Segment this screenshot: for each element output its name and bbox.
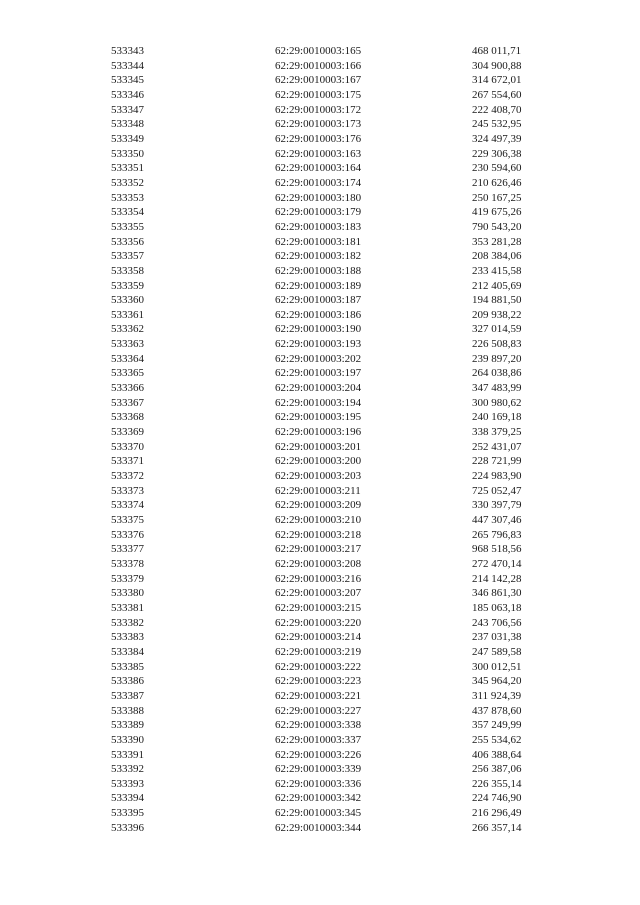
cadastral-value: 265 796,83	[472, 528, 522, 541]
cadastral-number: 62:29:0010003:200	[275, 455, 362, 468]
cadastral-value: 224 983,90	[472, 470, 522, 483]
cadastral-number: 62:29:0010003:166	[275, 59, 362, 72]
row-number: 533353	[111, 191, 144, 204]
cadastral-value: 330 397,79	[472, 499, 522, 512]
cadastral-value: 347 483,99	[472, 382, 522, 395]
cadastral-number: 62:29:0010003:216	[275, 572, 362, 585]
cadastral-value: 256 387,06	[472, 763, 522, 776]
table-row	[0, 103, 640, 118]
table-row	[0, 396, 640, 411]
row-number: 533368	[111, 411, 144, 424]
row-number: 533347	[111, 103, 144, 116]
cadastral-number: 62:29:0010003:189	[275, 279, 362, 292]
table-row	[0, 59, 640, 74]
cadastral-value: 267 554,60	[472, 88, 522, 101]
cadastral-value: 230 594,60	[472, 162, 522, 175]
table-row	[0, 147, 640, 162]
table-row	[0, 425, 640, 440]
cadastral-number: 62:29:0010003:227	[275, 704, 362, 717]
cadastral-value: 266 357,14	[472, 821, 522, 834]
row-number: 533390	[111, 733, 144, 746]
table-row	[0, 235, 640, 250]
table-row	[0, 791, 640, 806]
row-number: 533376	[111, 528, 144, 541]
table-row	[0, 337, 640, 352]
table-row	[0, 542, 640, 557]
cadastral-value: 468 011,71	[472, 45, 522, 57]
row-number: 533373	[111, 484, 144, 497]
cadastral-number: 62:29:0010003:187	[275, 294, 362, 307]
row-number: 533375	[111, 514, 144, 526]
cadastral-number: 62:29:0010003:208	[275, 557, 362, 570]
row-number: 533385	[111, 660, 144, 673]
cadastral-value: 214 142,28	[472, 572, 522, 585]
row-number: 533388	[111, 704, 144, 717]
row-number: 533357	[111, 250, 144, 263]
cadastral-number: 62:29:0010003:215	[275, 601, 362, 614]
table-row	[0, 205, 640, 220]
row-number: 533344	[111, 59, 144, 72]
row-number: 533370	[111, 440, 144, 453]
row-number: 533366	[111, 382, 144, 395]
cadastral-number: 62:29:0010003:344	[275, 821, 362, 834]
cadastral-number: 62:29:0010003:175	[275, 88, 362, 101]
cadastral-value: 345 964,20	[472, 675, 522, 688]
table-row	[0, 88, 640, 103]
row-number: 533364	[111, 352, 144, 365]
table-row	[0, 220, 640, 235]
cadastral-number: 62:29:0010003:211	[275, 484, 361, 497]
row-number: 533351	[111, 162, 144, 175]
row-number: 533395	[111, 807, 144, 820]
table-row	[0, 352, 640, 367]
cadastral-value: 229 306,38	[472, 147, 522, 160]
row-number: 533389	[111, 719, 144, 732]
table-row	[0, 264, 640, 279]
row-number: 533378	[111, 557, 144, 570]
cadastral-value: 419 675,26	[472, 206, 522, 219]
cadastral-number: 62:29:0010003:196	[275, 426, 362, 439]
cadastral-number: 62:29:0010003:193	[275, 338, 362, 351]
cadastral-value: 239 897,20	[472, 352, 522, 365]
cadastral-value: 194 881,50	[472, 294, 522, 307]
cadastral-value: 212 405,69	[472, 279, 522, 292]
table-row	[0, 161, 640, 176]
cadastral-value: 255 534,62	[472, 733, 522, 746]
cadastral-value: 437 878,60	[472, 704, 522, 717]
table-row	[0, 601, 640, 616]
cadastral-number: 62:29:0010003:195	[275, 411, 362, 424]
cadastral-number: 62:29:0010003:220	[275, 616, 362, 629]
table-row	[0, 704, 640, 719]
cadastral-value: 233 415,58	[472, 264, 522, 277]
row-number: 533363	[111, 338, 144, 351]
cadastral-number: 62:29:0010003:337	[275, 733, 362, 746]
cadastral-value: 272 470,14	[472, 557, 522, 570]
cadastral-number: 62:29:0010003:190	[275, 323, 362, 336]
row-number: 533382	[111, 616, 144, 629]
cadastral-value: 300 012,51	[472, 660, 522, 673]
table-row	[0, 279, 640, 294]
row-number: 533374	[111, 499, 144, 512]
cadastral-value: 228 721,99	[472, 455, 522, 468]
cadastral-number: 62:29:0010003:183	[275, 220, 362, 233]
cadastral-number: 62:29:0010003:179	[275, 206, 362, 219]
cadastral-number: 62:29:0010003:202	[275, 352, 362, 365]
cadastral-value: 327 014,59	[472, 323, 522, 336]
cadastral-value: 216 296,49	[472, 807, 522, 820]
cadastral-value: 247 589,58	[472, 645, 522, 658]
table-row	[0, 73, 640, 88]
table-row	[0, 674, 640, 689]
cadastral-number: 62:29:0010003:204	[275, 382, 362, 395]
cadastral-value: 226 355,14	[472, 777, 522, 790]
table-row	[0, 249, 640, 264]
cadastral-value: 226 508,83	[472, 338, 522, 351]
cadastral-number: 62:29:0010003:203	[275, 470, 362, 483]
cadastral-number: 62:29:0010003:338	[275, 719, 362, 732]
row-number: 533346	[111, 88, 144, 101]
row-number: 533372	[111, 470, 144, 483]
cadastral-number: 62:29:0010003:186	[275, 308, 362, 321]
cadastral-number: 62:29:0010003:182	[275, 250, 362, 263]
cadastral-value: 185 063,18	[472, 601, 522, 614]
cadastral-value: 324 497,39	[472, 132, 522, 145]
row-number: 533354	[111, 206, 144, 219]
cadastral-value: 210 626,46	[472, 176, 522, 189]
data-table	[0, 44, 640, 835]
cadastral-number: 62:29:0010003:167	[275, 74, 362, 87]
table-row	[0, 762, 640, 777]
table-row	[0, 748, 640, 763]
cadastral-value: 346 861,30	[472, 587, 522, 600]
table-row	[0, 454, 640, 469]
cadastral-number: 62:29:0010003:173	[275, 118, 362, 131]
cadastral-value: 250 167,25	[472, 191, 522, 204]
table-row	[0, 498, 640, 513]
cadastral-value: 790 543,20	[472, 220, 522, 233]
cadastral-value: 209 938,22	[472, 308, 522, 321]
cadastral-number: 62:29:0010003:226	[275, 748, 362, 761]
cadastral-number: 62:29:0010003:217	[275, 543, 362, 556]
table-row	[0, 308, 640, 323]
table-row	[0, 586, 640, 601]
row-number: 533386	[111, 675, 144, 688]
table-row	[0, 733, 640, 748]
cadastral-value: 304 900,88	[472, 59, 522, 72]
table-row	[0, 440, 640, 455]
row-number: 533365	[111, 367, 144, 380]
cadastral-number: 62:29:0010003:174	[275, 176, 362, 189]
cadastral-value: 243 706,56	[472, 616, 522, 629]
row-number: 533343	[111, 45, 144, 57]
table-row	[0, 513, 640, 528]
cadastral-value: 968 518,56	[472, 543, 522, 556]
table-row	[0, 777, 640, 792]
row-number: 533348	[111, 118, 144, 131]
table-row	[0, 381, 640, 396]
cadastral-value: 252 431,07	[472, 440, 522, 453]
cadastral-number: 62:29:0010003:342	[275, 792, 362, 805]
table-row	[0, 176, 640, 191]
row-number: 533361	[111, 308, 144, 321]
table-row	[0, 293, 640, 308]
row-number: 533396	[111, 821, 144, 834]
table-row	[0, 117, 640, 132]
table-row	[0, 366, 640, 381]
cadastral-value: 245 532,95	[472, 118, 522, 131]
row-number: 533355	[111, 220, 144, 233]
row-number: 533352	[111, 176, 144, 189]
cadastral-number: 62:29:0010003:172	[275, 103, 362, 116]
cadastral-value: 224 746,90	[472, 792, 522, 805]
row-number: 533369	[111, 426, 144, 439]
cadastral-value: 357 249,99	[472, 719, 522, 732]
row-number: 533379	[111, 572, 144, 585]
row-number: 533380	[111, 587, 144, 600]
cadastral-value: 222 408,70	[472, 103, 522, 116]
table-row	[0, 322, 640, 337]
cadastral-number: 62:29:0010003:164	[275, 162, 362, 175]
cadastral-value: 208 384,06	[472, 250, 522, 263]
cadastral-value: 447 307,46	[472, 514, 522, 526]
cadastral-value: 300 980,62	[472, 396, 522, 409]
row-number: 533367	[111, 396, 144, 409]
row-number: 533383	[111, 631, 144, 644]
table-row	[0, 689, 640, 704]
cadastral-value: 314 672,01	[472, 74, 522, 87]
row-number: 533362	[111, 323, 144, 336]
cadastral-number: 62:29:0010003:165	[275, 45, 362, 57]
table-row	[0, 645, 640, 660]
cadastral-number: 62:29:0010003:339	[275, 763, 362, 776]
row-number: 533381	[111, 601, 144, 614]
table-row	[0, 132, 640, 147]
cadastral-number: 62:29:0010003:180	[275, 191, 362, 204]
table-row	[0, 630, 640, 645]
row-number: 533384	[111, 645, 144, 658]
cadastral-value: 240 169,18	[472, 411, 522, 424]
cadastral-value: 353 281,28	[472, 235, 522, 248]
cadastral-number: 62:29:0010003:214	[275, 631, 362, 644]
cadastral-value: 725 052,47	[472, 484, 522, 497]
cadastral-number: 62:29:0010003:163	[275, 147, 362, 160]
row-number: 533356	[111, 235, 144, 248]
cadastral-number: 62:29:0010003:336	[275, 777, 362, 790]
cadastral-value: 311 924,39	[472, 689, 522, 702]
cadastral-number: 62:29:0010003:197	[275, 367, 362, 380]
cadastral-number: 62:29:0010003:222	[275, 660, 362, 673]
table-row	[0, 528, 640, 543]
cadastral-number: 62:29:0010003:176	[275, 132, 362, 145]
row-number: 533391	[111, 748, 144, 761]
row-number: 533392	[111, 763, 144, 776]
cadastral-number: 62:29:0010003:201	[275, 440, 362, 453]
cadastral-value: 237 031,38	[472, 631, 522, 644]
cadastral-number: 62:29:0010003:221	[275, 689, 362, 702]
cadastral-number: 62:29:0010003:345	[275, 807, 362, 820]
cadastral-value: 338 379,25	[472, 426, 522, 439]
row-number: 533350	[111, 147, 144, 160]
table-row	[0, 484, 640, 499]
row-number: 533371	[111, 455, 144, 468]
table-row	[0, 806, 640, 821]
table-row	[0, 469, 640, 484]
row-number: 533387	[111, 689, 144, 702]
table-row	[0, 557, 640, 572]
row-number: 533359	[111, 279, 144, 292]
table-row	[0, 572, 640, 587]
cadastral-value: 406 388,64	[472, 748, 522, 761]
cadastral-number: 62:29:0010003:219	[275, 645, 362, 658]
cadastral-number: 62:29:0010003:194	[275, 396, 362, 409]
cadastral-number: 62:29:0010003:210	[275, 514, 362, 526]
row-number: 533394	[111, 792, 144, 805]
row-number: 533349	[111, 132, 144, 145]
cadastral-number: 62:29:0010003:209	[275, 499, 362, 512]
cadastral-number: 62:29:0010003:207	[275, 587, 362, 600]
row-number: 533358	[111, 264, 144, 277]
row-number: 533393	[111, 777, 144, 790]
table-row	[0, 821, 640, 836]
table-row	[0, 718, 640, 733]
cadastral-number: 62:29:0010003:223	[275, 675, 362, 688]
cadastral-number: 62:29:0010003:218	[275, 528, 362, 541]
row-number: 533360	[111, 294, 144, 307]
cadastral-number: 62:29:0010003:188	[275, 264, 362, 277]
cadastral-number: 62:29:0010003:181	[275, 235, 362, 248]
cadastral-value: 264 038,86	[472, 367, 522, 380]
table-row	[0, 616, 640, 631]
table-row	[0, 44, 640, 59]
row-number: 533345	[111, 74, 144, 87]
table-row	[0, 410, 640, 425]
row-number: 533377	[111, 543, 144, 556]
table-row	[0, 660, 640, 675]
table-row	[0, 191, 640, 206]
